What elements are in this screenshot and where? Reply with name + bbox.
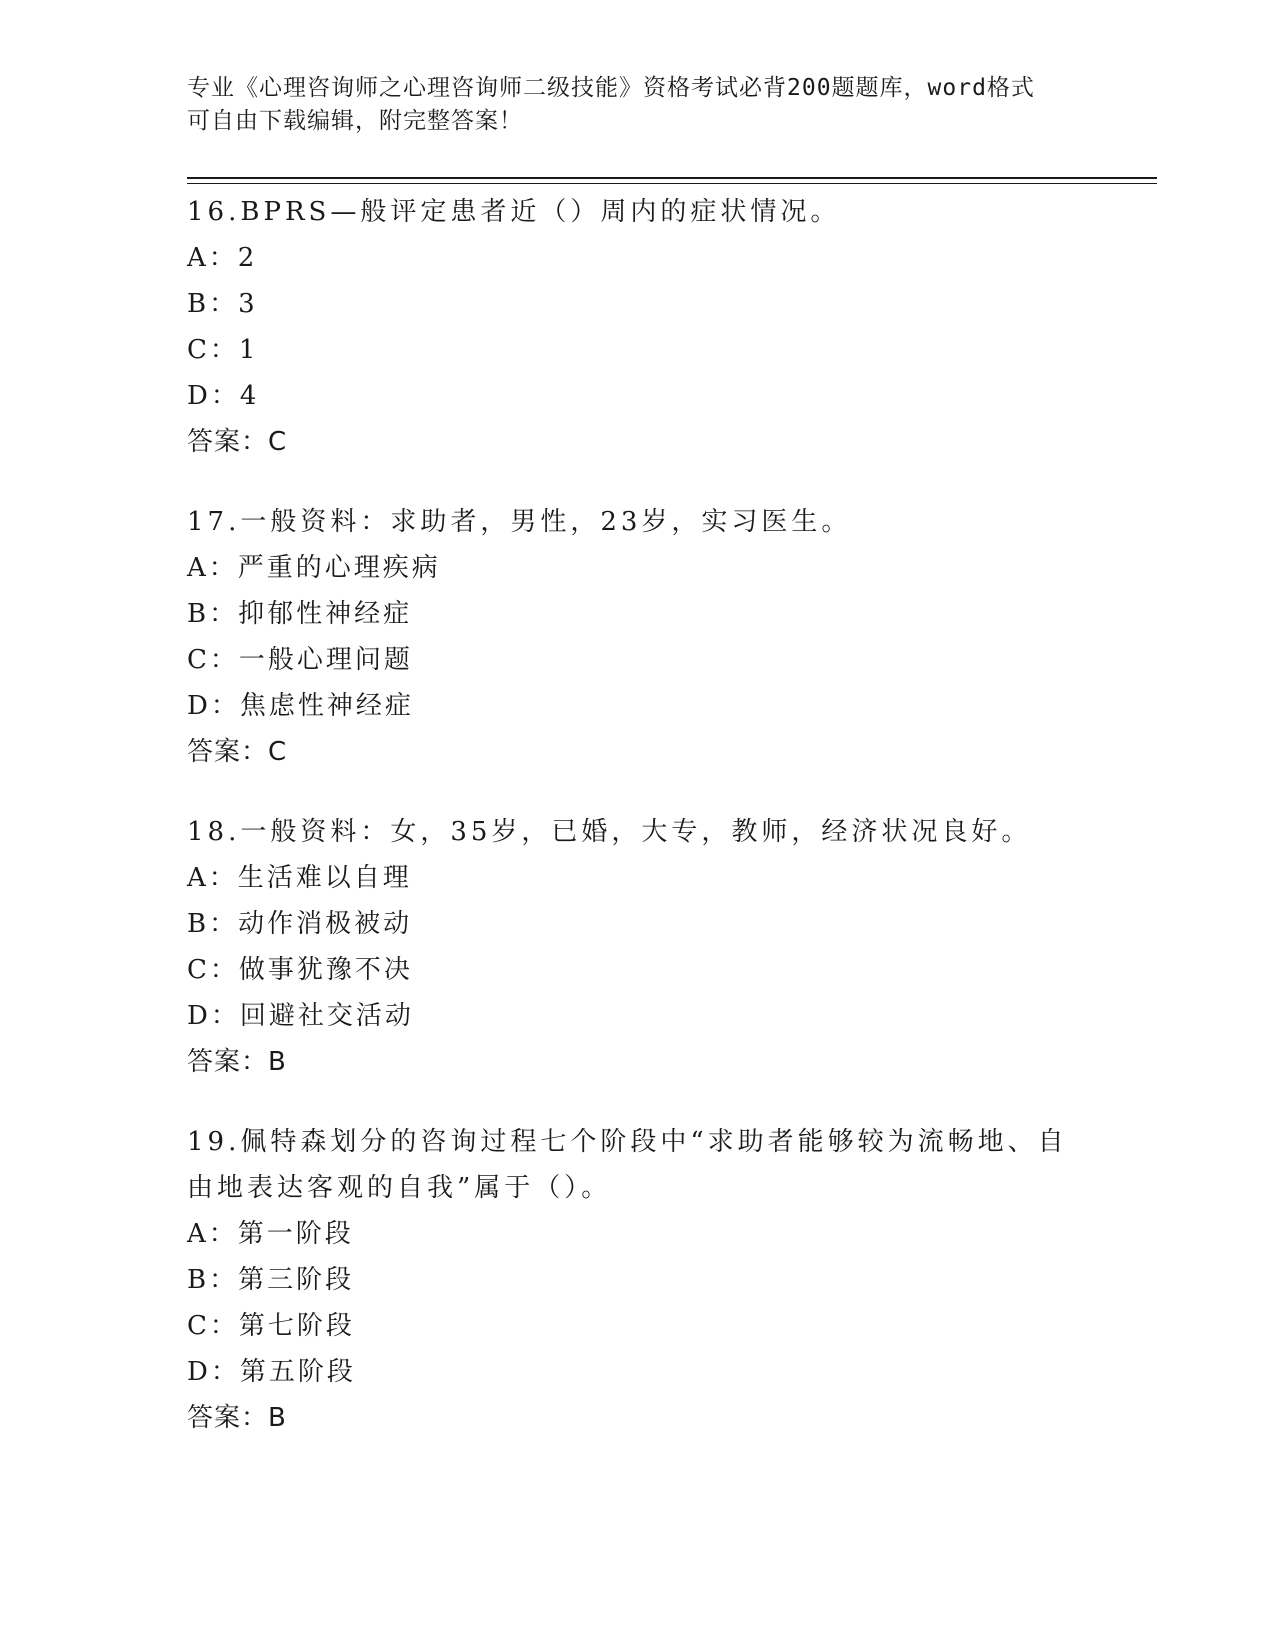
document-header [187,72,1087,138]
answer-line: 答案：B [187,1403,287,1433]
option-a: A：生活难以自理 [187,863,412,893]
option-d: D：焦虑性神经症 [187,691,414,721]
question-stem: 18.一般资料：女，35岁，已婚，大专，教师，经济状况良好。 [187,817,1032,847]
option-d: D：4 [187,381,260,411]
header-divider-thin [187,183,1157,184]
question-18 [187,809,1087,1085]
option-a: A：严重的心理疾病 [187,553,441,583]
option-d: D：第五阶段 [187,1357,356,1387]
question-list [187,189,1087,1475]
header-line-1: 专业《心理咨询师之心理咨询师二级技能》资格考试必背200题题库，word格式 [187,75,1035,101]
question-stem: 19.佩特森划分的咨询过程七个阶段中“求助者能够较为流畅地、自由地表达客观的自我”属于（）。 [187,1127,1068,1203]
option-c: C：做事犹豫不决 [187,955,413,985]
option-a: A：第一阶段 [187,1219,354,1249]
question-17 [187,499,1087,775]
option-b: B：3 [187,289,258,319]
option-c: C：一般心理问题 [187,645,413,675]
option-c: C：1 [187,335,259,365]
option-b: B：抑郁性神经症 [187,599,413,629]
option-b: B：第三阶段 [187,1265,355,1295]
question-16 [187,189,1087,465]
question-stem: 16.BPRS—般评定患者近（）周内的症状情况。 [187,197,841,227]
option-d: D：回避社交活动 [187,1001,414,1031]
option-a: A：2 [187,243,258,273]
answer-line: 答案：B [187,1047,287,1077]
question-19 [187,1119,1087,1441]
answer-line: 答案：C [187,427,288,457]
question-stem: 17.一般资料：求助者，男性，23岁，实习医生。 [187,507,852,537]
option-b: B：动作消极被动 [187,909,413,939]
header-line-2: 可自由下载编辑，附完整答案！ [187,108,523,134]
answer-line: 答案：C [187,737,288,767]
option-c: C：第七阶段 [187,1311,355,1341]
header-divider-thick [187,177,1157,179]
